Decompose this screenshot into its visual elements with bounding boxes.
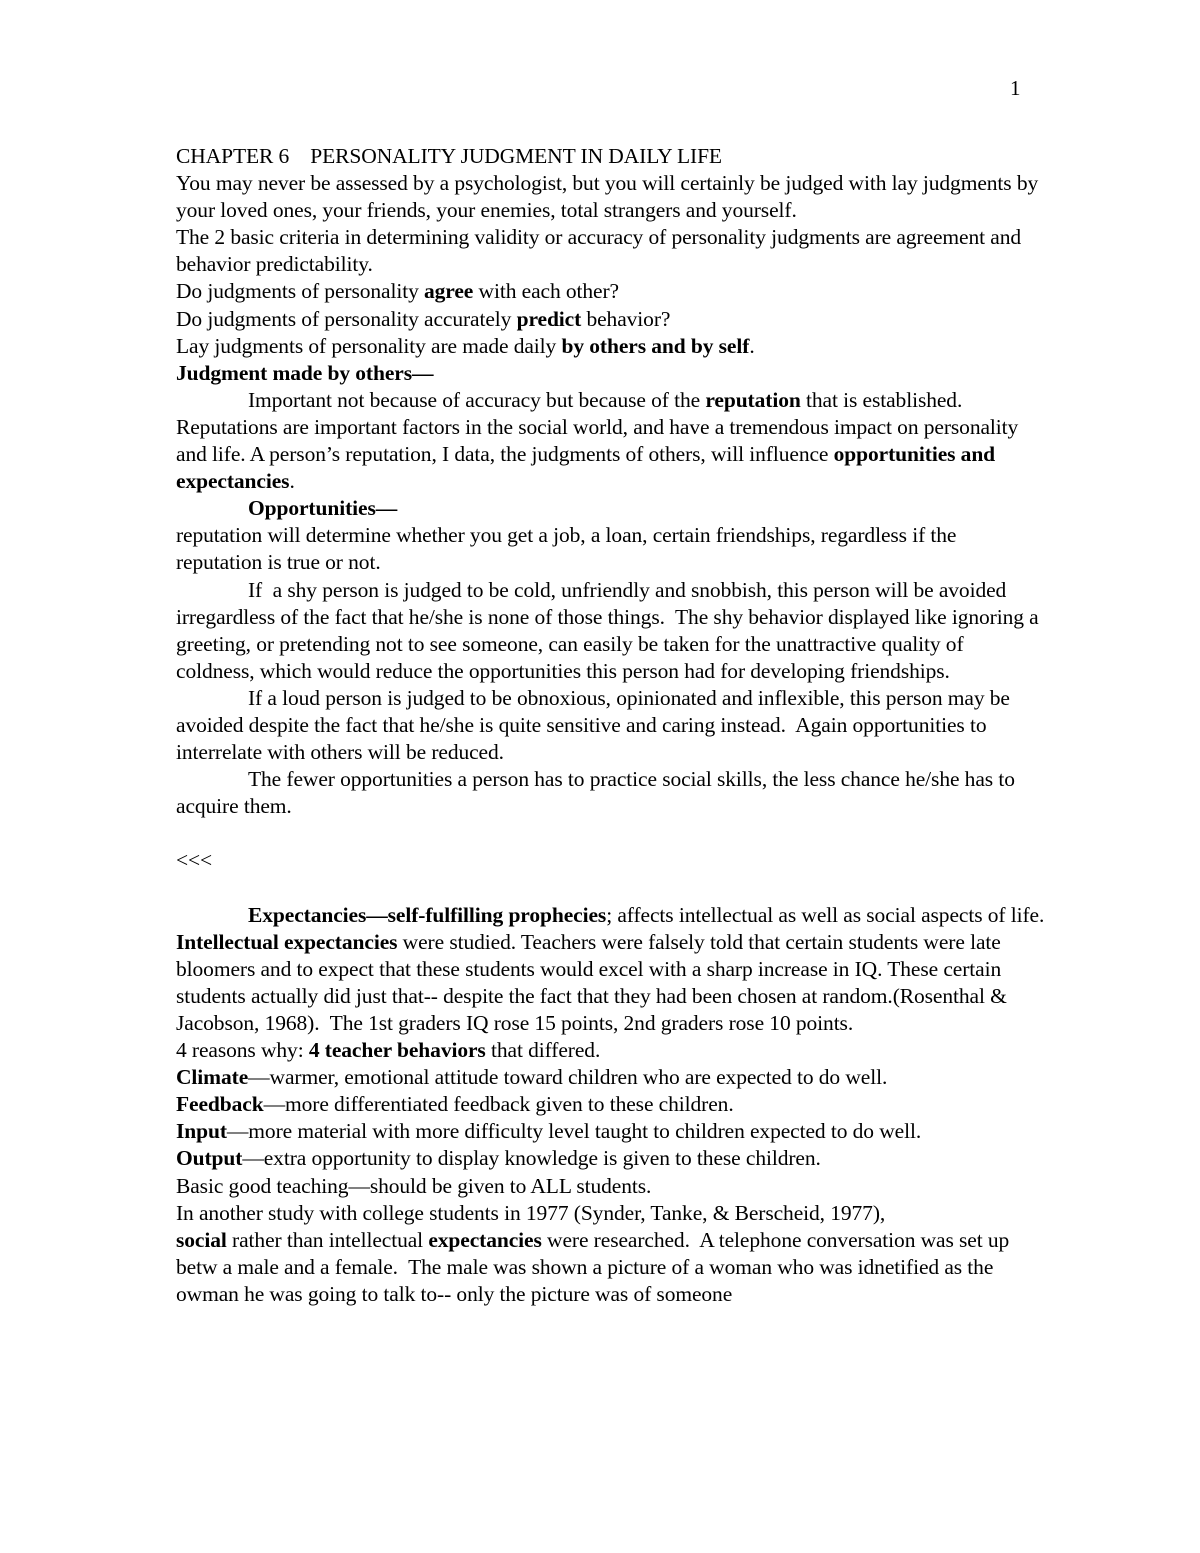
document-body xyxy=(176,143,1046,1308)
reputation-term: reputation xyxy=(705,387,801,412)
opportunities-paragraph-1: reputation will determine whether you get a job, a loan, certain friendships, regardless if the reputation is true or not. xyxy=(176,523,957,575)
feedback-term: Feedback xyxy=(176,1092,264,1117)
lay-judgments-line: Lay judgments of personality are made daily by others and by self. xyxy=(176,333,755,358)
basic-teaching-line: Basic good teaching—should be given to ALL students. xyxy=(176,1173,652,1198)
intro-paragraph-1: You may never be assessed by a psychologist, but you will certainly be judged with lay judgments by your loved ones, your friends, your enemies, total strangers and yourself. xyxy=(176,171,1039,223)
agree-term: agree xyxy=(424,279,474,304)
reputation-paragraph: Important not because of accuracy but because of the reputation that is established. Reputations are important factors in the social world, and have a tremendous impact on personality and life. A person’s reputation, I data, the judgments of others, will influence opportunities and expectancies. xyxy=(176,387,1019,494)
climate-line: Climate—warmer, emotional attitude toward children who are expected to do well. xyxy=(176,1065,888,1090)
predict-term: predict xyxy=(516,306,582,331)
predict-question: Do judgments of personality accurately predict behavior? xyxy=(176,306,671,331)
climate-term: Climate xyxy=(176,1065,249,1090)
agree-question: Do judgments of personality agree with each other? xyxy=(176,279,619,304)
opportunities-expectancies-term: opportunities and expectancies xyxy=(176,442,996,494)
social-term: social xyxy=(176,1227,227,1252)
social-expectancies-paragraph: social rather than intellectual expectancies were researched. A telephone conversation was set up betw a male and a female. The male was shown a picture of a woman who was idnetified as the owman he was going to talk to-- only the picture was of someone xyxy=(176,1227,1015,1306)
expectancies-term-2: expectancies xyxy=(428,1227,542,1252)
expectancies-term: Expectancies—self-fulfilling prophecies xyxy=(248,902,607,927)
intellectual-expectancies-term: Intellectual expectancies xyxy=(176,929,398,954)
intro-paragraph-2: The 2 basic criteria in determining validity or accuracy of personality judgments are agreement and behavior predictability. xyxy=(176,225,1021,277)
college-study-line: In another study with college students in 1977 (Synder, Tanke, & Berscheid, 1977), xyxy=(176,1200,886,1225)
opportunities-heading: Opportunities— xyxy=(248,496,398,521)
output-term: Output xyxy=(176,1146,243,1171)
opportunities-paragraph-4: The fewer opportunities a person has to practice social skills, the less chance he/she has to acquire them. xyxy=(176,767,1015,819)
opportunities-paragraph-2: If a shy person is judged to be cold, unfriendly and snobbish, this person will be avoided irregardless of the fact that he/she is none of those things. The shy behavior displayed like ignoring a greeting, or pretending not to see someone, can easily be taken for the unattractive quality of coldness, which would reduce the opportunities this person had for developing friendships. xyxy=(176,577,1044,683)
intellectual-expectancies-paragraph: Intellectual expectancies were studied. Teachers were falsely told that certain students were late bloomers and to expect that these students would excel with a sharp increase in IQ. These certain students actually did just that-- despite the fact that they had been chosen at random.(Rosenthal & Jacobson, 1968). The 1st graders IQ rose 15 points, 2nd graders rose 10 points. xyxy=(176,929,1013,1035)
blank-line xyxy=(176,820,1046,847)
by-others-and-self-term: by others and by self xyxy=(561,333,750,358)
teacher-behaviors-term: 4 teacher behaviors xyxy=(308,1038,486,1063)
feedback-line: Feedback—more differentiated feedback given to these children. xyxy=(176,1092,734,1117)
blank-line xyxy=(176,875,1046,902)
section-marker: <<< xyxy=(176,848,213,873)
output-line: Output—extra opportunity to display knowledge is given to these children. xyxy=(176,1146,821,1171)
opportunities-paragraph-3: If a loud person is judged to be obnoxious, opinionated and inflexible, this person may be avoided despite the fact that he/she is quite sensitive and caring instead. Again opportunities to interrelate with others will be reduced. xyxy=(176,685,1016,765)
chapter-heading: CHAPTER 6 PERSONALITY JUDGMENT IN DAILY LIFE xyxy=(176,144,722,168)
page-number: 1 xyxy=(1010,76,1021,100)
reasons-line: 4 reasons why: 4 teacher behaviors that differed. xyxy=(176,1038,601,1063)
expectancies-heading: Expectancies—self-fulfilling prophecies; affects intellectual as well as social aspects of life. xyxy=(248,902,1045,927)
input-line: Input—more material with more difficulty level taught to children expected to do well. xyxy=(176,1119,922,1144)
input-term: Input xyxy=(176,1119,227,1144)
judgment-by-others-heading: Judgment made by others— xyxy=(176,360,434,385)
